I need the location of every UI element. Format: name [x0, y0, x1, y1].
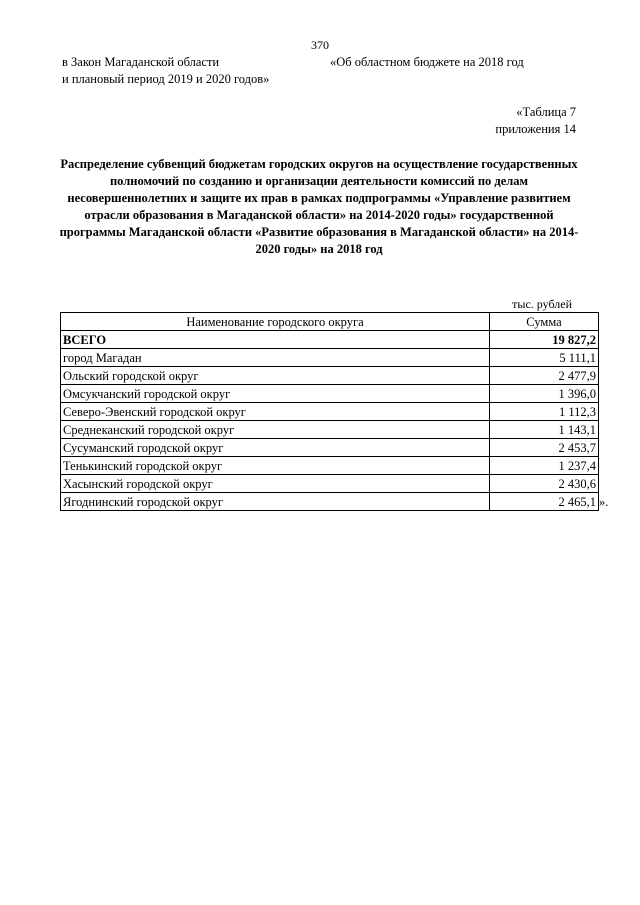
district-sum: 5 111,1 — [490, 349, 599, 367]
total-label: ВСЕГО — [61, 331, 490, 349]
district-name: Омсукчанский городской округ — [61, 385, 490, 403]
table-reference-line1: «Таблица 7 — [516, 105, 576, 119]
district-sum: 1 396,0 — [490, 385, 599, 403]
district-name: Среднеканский городской округ — [61, 421, 490, 439]
table-reference-line2: приложения 14 — [495, 122, 576, 136]
district-sum: 2 430,6 — [490, 475, 599, 493]
table-row — [61, 349, 599, 367]
district-sum: 1 112,3 — [490, 403, 599, 421]
table-reference — [495, 104, 576, 138]
header-district-name: Наименование городского округа — [61, 313, 490, 331]
law-reference — [62, 54, 582, 88]
page-number: 370 — [311, 38, 329, 52]
district-sum: 1 237,4 — [490, 457, 599, 475]
table-row — [61, 421, 599, 439]
table-row — [61, 457, 599, 475]
subsidy-table — [60, 312, 609, 511]
district-name: Ягоднинский городской округ — [61, 493, 490, 511]
table-row — [61, 403, 599, 421]
document-title: Распределение субвенций бюджетам городских округов на осуществление государственных полномочий по созданию и организации деятельности комиссий по делам несовершеннолетних и защите их прав в рамках подпрограммы «Управление развитием отрасли образования в Магаданской области» на 2014-2020 годы» государственной программы Магаданской области «Развитие образования в Магаданской области» на 2014-2020 годы» на 2018 год — [59, 157, 579, 256]
district-sum-value: 2 465,1 — [558, 494, 596, 509]
table-row — [61, 367, 599, 385]
district-sum: 2 453,7 — [490, 439, 599, 457]
district-sum-last — [490, 493, 609, 511]
district-name: Сусуманский городской округ — [61, 439, 490, 457]
district-name: Тенькинский городской округ — [61, 457, 490, 475]
district-sum: 1 143,1 — [490, 421, 599, 439]
district-name: Хасынский городской округ — [61, 475, 490, 493]
law-reference-line1-right: «Об областном бюджете на 2018 год — [330, 55, 524, 69]
table-header-row — [61, 313, 599, 331]
table-total-row — [61, 331, 599, 349]
table-row — [61, 439, 599, 457]
district-sum: 2 477,9 — [490, 367, 599, 385]
district-name: Ольский городской округ — [61, 367, 490, 385]
closing-quote-mark: ». — [599, 495, 609, 509]
total-sum: 19 827,2 — [490, 331, 599, 349]
header-sum: Сумма — [490, 313, 599, 331]
table-row — [61, 475, 599, 493]
table-row — [61, 385, 599, 403]
district-name: город Магадан — [61, 349, 490, 367]
units-label: тыс. рублей — [512, 297, 572, 311]
law-reference-line1-left: в Закон Магаданской области — [62, 55, 220, 69]
table-row — [61, 493, 599, 511]
district-name: Северо-Эвенский городской округ — [61, 403, 490, 421]
law-reference-line2: и плановый период 2019 и 2020 годов» — [62, 72, 270, 86]
